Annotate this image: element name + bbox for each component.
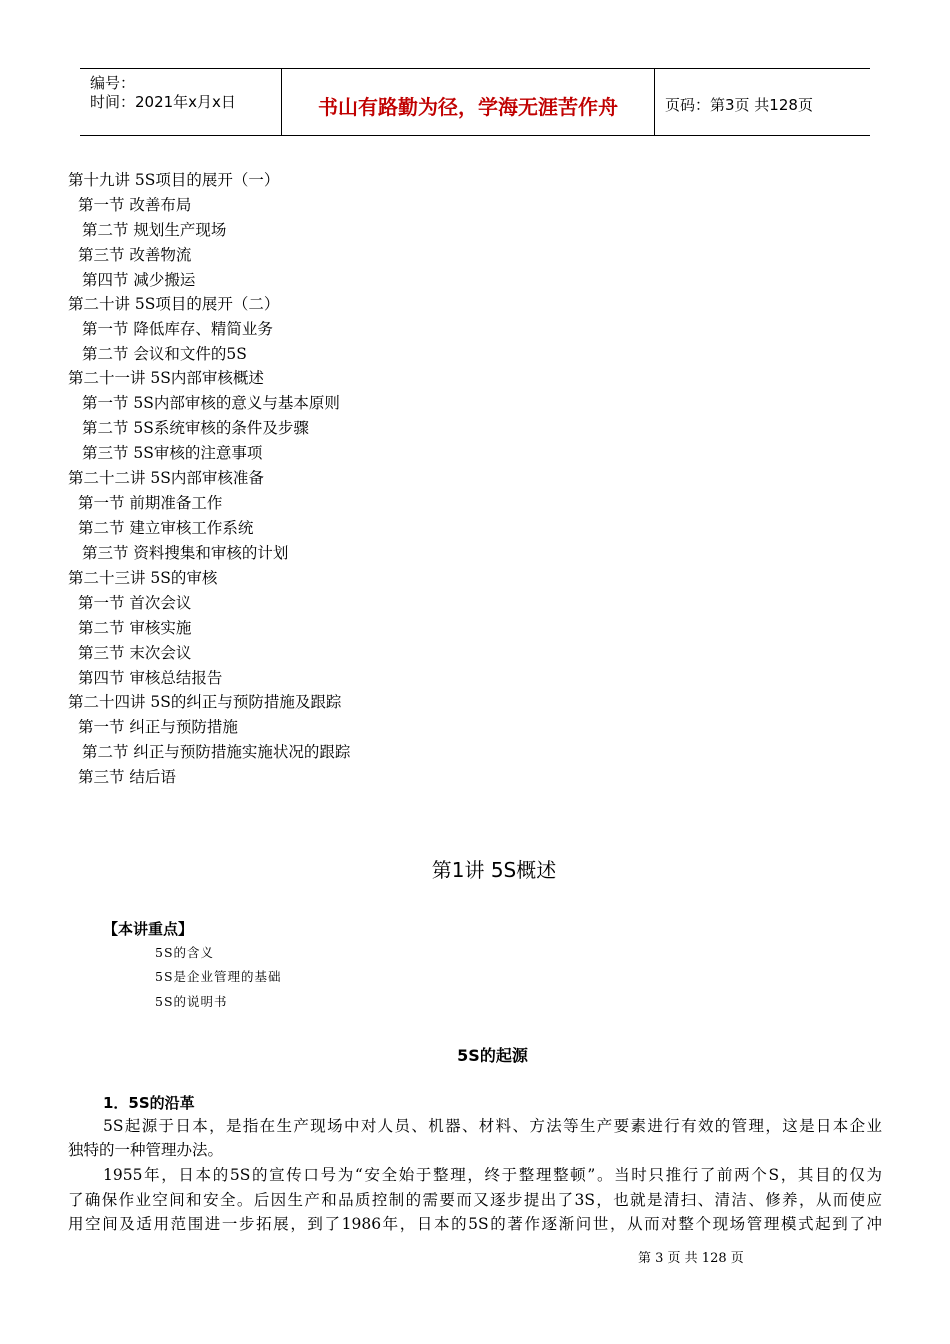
key-point-item: 5S的说明书 — [155, 994, 228, 1009]
body-text-line: 5S起源于日本，是指在生产现场中对人员、机器、材料、方法等生产要素进行有效的管理，这是日本企业 — [103, 1117, 882, 1135]
body-text-line: 1955年，日本的5S的宣传口号为“安全始于整理，终于整理整顿”。当时只推行了前两个S，其目的仅为 — [103, 1166, 882, 1184]
toc-section: 第二节 会议和文件的5S — [82, 345, 247, 363]
toc-section: 第二节 5S系统审核的条件及步骤 — [82, 419, 309, 437]
header-motto: 书山有路勤为径，学海无涯苦作舟 — [318, 95, 618, 119]
toc-lecture: 第二十一讲 5S内部审核概述 — [68, 369, 264, 387]
page-header — [80, 68, 870, 136]
toc-section: 第一节 首次会议 — [78, 594, 192, 612]
body-text-line: 用空间及适用范围进一步拓展，到了1986年，日本的5S的著作逐渐问世，从而对整个现场管理模式起到了冲 — [68, 1215, 882, 1233]
toc-section: 第三节 改善物流 — [78, 246, 192, 264]
toc-section: 第三节 5S审核的注意事项 — [82, 444, 263, 462]
header-page-cell — [655, 69, 870, 135]
toc-section: 第二节 建立审核工作系统 — [78, 519, 254, 537]
subsection-heading: 1．5S的沿革 — [103, 1094, 195, 1112]
key-points-heading: 【本讲重点】 — [103, 920, 194, 938]
toc-section: 第三节 末次会议 — [78, 644, 192, 662]
toc-lecture: 第二十二讲 5S内部审核准备 — [68, 469, 264, 487]
toc-section: 第二节 规划生产现场 — [82, 221, 227, 239]
toc-section: 第二节 纠正与预防措施实施状况的跟踪 — [82, 743, 351, 761]
toc-section: 第一节 5S内部审核的意义与基本原则 — [82, 394, 340, 412]
body-text-line: 独特的一种管理办法。 — [68, 1141, 224, 1159]
header-meta-cell — [80, 69, 281, 135]
toc-section: 第一节 改善布局 — [78, 196, 192, 214]
toc-section: 第一节 降低库存、精简业务 — [82, 320, 273, 338]
toc-section: 第二节 审核实施 — [78, 619, 192, 637]
lecture-title: 第1讲 5S概述 — [431, 858, 557, 882]
header-page-number: 页码：第3页 共128页 — [665, 96, 813, 114]
page-footer: 第 3 页 共 128 页 — [638, 1251, 744, 1266]
section-title: 5S的起源 — [457, 1046, 528, 1065]
toc-section: 第三节 结后语 — [78, 768, 176, 786]
toc-lecture: 第二十四讲 5S的纠正与预防措施及跟踪 — [68, 693, 342, 711]
body-text-line: 了确保作业空间和安全。后因生产和品质控制的需要而又逐步提出了3S，也就是清扫、清洁、修养，从而使应 — [68, 1191, 882, 1209]
toc-section: 第一节 前期准备工作 — [78, 494, 223, 512]
toc-lecture: 第十九讲 5S项目的展开（一） — [68, 171, 280, 189]
document-date-label: 时间：2021年x月x日 — [90, 93, 236, 111]
toc-section: 第四节 减少搬运 — [82, 271, 196, 289]
header-motto-cell — [281, 69, 655, 135]
toc-lecture: 第二十讲 5S项目的展开（二） — [68, 295, 280, 313]
key-point-item: 5S是企业管理的基础 — [155, 969, 282, 984]
key-point-item: 5S的含义 — [155, 945, 215, 960]
toc-lecture: 第二十三讲 5S的审核 — [68, 569, 218, 587]
document-number-label: 编号： — [90, 74, 136, 92]
toc-section: 第四节 审核总结报告 — [78, 669, 223, 687]
toc-section: 第一节 纠正与预防措施 — [78, 718, 238, 736]
toc-section: 第三节 资料搜集和审核的计划 — [82, 544, 289, 562]
